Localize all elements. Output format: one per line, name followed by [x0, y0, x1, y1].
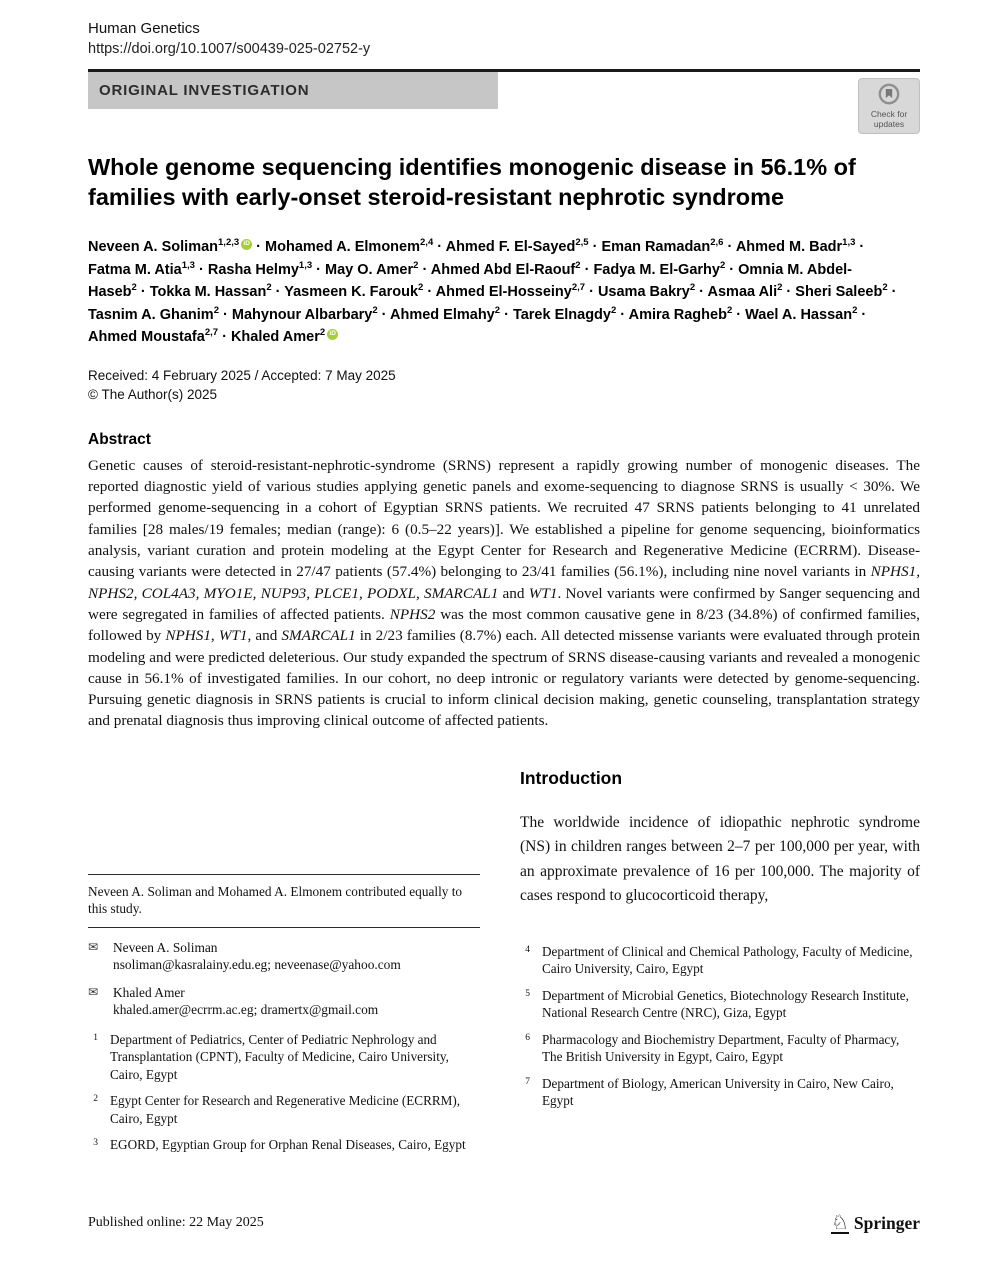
affiliation-item: [88, 1031, 480, 1084]
author-separator: ·: [782, 284, 796, 301]
author-affiliation-sup: 2: [610, 304, 617, 316]
author-name: Yasmeen K. Farouk$^2$: [284, 282, 424, 301]
abstract-segment: in 2/23 families (8.7%) each. All detected missense variants were evaluated through protein modeling and were predicted deleterious. Our study expanded the spectrum of SRNS disease-causing variants and revealed a monogenic cause in 56.1% of investigated families. In our cohort, no deep intronic or regulatory variants were detected by genome-sequencing. Pursuing genetic diagnosis in SRNS patients is crucial to inform clinical decision making, genetic counseling, transplantation strategy and prenatal diagnosis thus improving clinical outcome of affected patients.: [88, 627, 920, 730]
abstract-segment: was the most common causative gene in 8/23 (34.8%) of confirmed families, followed by: [88, 605, 920, 645]
author-name: Ahmed Abd El-Raouf$^2$: [430, 259, 581, 278]
author-separator: ·: [855, 238, 865, 255]
affiliation-text: Department of Biology, American University in Cairo, New Cairo, Egypt: [542, 1075, 894, 1109]
gene-name-italic: SMARCAL1: [281, 627, 356, 645]
author-affiliation-sup: 2: [852, 304, 858, 316]
check-for-updates-badge[interactable]: [858, 78, 920, 134]
author-name: Tokka M. Hassan$^2$: [149, 282, 272, 301]
author-separator: ·: [136, 284, 150, 301]
correspondence-emails[interactable]: nsoliman@kasralainy.edu.eg; neveenase@yahoo.com: [113, 957, 401, 973]
gene-name-italic: NPHS1: [165, 627, 211, 645]
author-name: Ahmed El-Hosseiny$^{2,7}$: [435, 282, 586, 301]
author-separator: ·: [194, 261, 208, 278]
author-list: [88, 236, 898, 349]
banner-row: [88, 72, 920, 129]
author-affiliation-sup: 2: [689, 282, 696, 294]
author-affiliation-sup: 2: [719, 259, 726, 271]
author-name: May O. Amer$^2$: [325, 259, 419, 278]
springer-knight-icon: ♘: [830, 1210, 849, 1234]
dates-block: [88, 367, 920, 405]
author-separator: ·: [616, 306, 629, 323]
author-separator: ·: [585, 284, 598, 301]
author-name: Ahmed Moustafa$^{2,7}$: [88, 327, 219, 346]
author-name: Khaled Amer$^2$ iD: [231, 329, 338, 345]
affiliation-number: 3: [93, 1138, 98, 1149]
author-name: Ahmed Elmahy$^2$: [390, 304, 501, 323]
affiliation-text: Egypt Center for Research and Regenerative Medicine (ECRRM), Cairo, Egypt: [110, 1093, 461, 1126]
affiliation-text: Department of Pediatrics, Center of Pediatric Nephrology and Transplantation (CPNT), Faculty of Medicine, Cairo University, Cairo, Egypt: [110, 1031, 449, 1082]
affiliation-item: [520, 1075, 920, 1110]
author-separator: ·: [500, 306, 513, 323]
copyright-line: © The Author(s) 2025: [88, 386, 218, 402]
author-separator: ·: [732, 306, 746, 323]
author-name: Fatma M. Atia$^{1,3}$: [88, 259, 195, 278]
author-affiliation-sup: 2: [213, 304, 219, 316]
affiliation-item: [520, 943, 920, 978]
author-affiliation-sup: 2,6: [710, 237, 724, 249]
gene-name-italic: NPHS1, NPHS2, COL4A3, MYO1E, NUP93, PLCE1, PODXL, SMARCAL1: [88, 563, 920, 602]
author-separator: ·: [887, 284, 897, 301]
affiliation-text: Pharmacology and Biochemistry Department, Faculty of Pharmacy, The British University in Egypt, Cairo, Egypt: [542, 1031, 900, 1065]
section-banner: ORIGINAL INVESTIGATION: [88, 72, 498, 109]
author-separator: ·: [423, 284, 436, 301]
author-separator: ·: [312, 261, 326, 278]
gene-name-italic: WT1: [528, 584, 558, 602]
author-separator: ·: [271, 284, 285, 301]
affiliation-text: Department of Clinical and Chemical Pathology, Faculty of Medicine, Cairo University, Cairo, Egypt: [542, 943, 913, 977]
author-affiliation-sup: 2: [726, 304, 733, 316]
author-name: Ahmed F. El-Sayed$^{2,5}$: [445, 237, 589, 255]
author-name: Fadya M. El-Garhy$^2$: [593, 259, 726, 278]
author-separator: ·: [695, 284, 708, 301]
article-title: Whole genome sequencing identifies monogenic disease in 56.1% of families with early-onset steroid-resistant nephrotic syndrome: [88, 154, 856, 211]
author-affiliation-sup: 1,3: [298, 259, 313, 271]
author-affiliation-sup: 2: [494, 304, 501, 316]
author-affiliation-sup: 2: [266, 282, 272, 294]
left-column: [88, 768, 480, 1163]
introduction-heading: Introduction: [520, 767, 623, 788]
affiliation-number: 6: [525, 1032, 530, 1043]
affiliation-number: 2: [93, 1094, 98, 1105]
correspondence-name: Neveen A. Soliman: [113, 939, 218, 955]
affiliation-number: 7: [525, 1076, 530, 1087]
author-affiliation-sup: 2: [882, 282, 888, 294]
gene-name-italic: WT1: [218, 627, 248, 645]
check-updates-label-line1: Check for: [870, 108, 908, 119]
doi-link[interactable]: https://doi.org/10.1007/s00439-025-02752-y: [88, 41, 371, 57]
abstract-text: [88, 455, 920, 732]
affiliation-text: EGORD, Egyptian Group for Orphan Renal Diseases, Cairo, Egypt: [110, 1137, 466, 1153]
equal-contribution-note: Neveen A. Soliman and Mohamed A. Elmonem contributed equally to this study.: [88, 883, 463, 917]
right-column: [520, 768, 920, 1163]
orcid-icon[interactable]: iD: [327, 329, 338, 340]
affiliations-right: [520, 943, 920, 1110]
page-footer: [88, 1212, 920, 1234]
abstract-segment: and: [498, 584, 529, 602]
author-affiliation-sup: 1,3: [842, 237, 856, 249]
author-affiliation-sup: 2: [777, 282, 783, 294]
author-name: Sheri Saleeb$^2$: [795, 282, 888, 301]
author-name: Amira Ragheb$^2$: [628, 304, 733, 323]
gene-name-italic: NPHS2: [389, 605, 436, 623]
springer-logo: [831, 1212, 920, 1234]
affiliation-item: [520, 1031, 920, 1066]
author-separator: ·: [218, 329, 231, 346]
check-updates-icon: [878, 83, 900, 110]
affiliation-item: [520, 987, 920, 1022]
envelope-icon: ✉: [88, 939, 99, 954]
author-name: Ahmed M. Badr$^{1,3}$: [735, 237, 856, 255]
author-separator: ·: [580, 261, 594, 278]
author-name: Rasha Helmy$^{1,3}$: [207, 259, 313, 278]
author-separator: ·: [252, 238, 266, 255]
author-name: Neveen A. Soliman$^{1,2,3}$ iD: [88, 239, 252, 255]
introduction-paragraph: The worldwide incidence of idiopathic nephrotic syndrome (NS) in children ranges between 2–7 per 100,000 per year, with an approximate prevalence of 16 per 100,000. The majority of cases respond to glucocorticoid therapy,: [520, 813, 920, 905]
author-separator: ·: [433, 238, 446, 255]
author-affiliation-sup: 2: [413, 259, 419, 271]
author-affiliation-sup: 2: [319, 327, 326, 339]
correspondence-block: [88, 939, 480, 1019]
author-name: Eman Ramadan$^{2,6}$: [601, 237, 724, 255]
correspondence-emails[interactable]: khaled.amer@ecrrm.ac.eg; dramertx@gmail.com: [113, 1002, 379, 1018]
author-affiliation-sup: 1,3: [181, 259, 195, 271]
orcid-icon[interactable]: iD: [241, 239, 252, 250]
envelope-icon: ✉: [88, 984, 99, 999]
author-name: Usama Bakry$^2$: [597, 282, 696, 301]
check-updates-label-line2: updates: [873, 118, 905, 129]
author-affiliation-sup: 2,5: [575, 237, 589, 249]
affiliation-item: [88, 1136, 480, 1154]
abstract-segment: , and: [247, 627, 282, 645]
author-name: Mahynour Albarbary$^2$: [231, 304, 378, 323]
correspondence-name: Khaled Amer: [113, 984, 185, 1000]
author-name: Tasnim A. Ghanim$^2$: [88, 304, 219, 323]
author-affiliation-sup: 2: [372, 304, 378, 316]
author-affiliation-sup: 1,2,3: [218, 237, 240, 249]
affiliation-number: 4: [525, 944, 530, 955]
affiliations-left: [88, 1031, 480, 1154]
footnote-rule-bottom: [88, 927, 480, 928]
author-name: Wael A. Hassan$^2$: [745, 304, 858, 323]
author-separator: ·: [857, 306, 867, 323]
affiliation-item: [88, 1092, 480, 1127]
author-separator: ·: [418, 261, 431, 278]
springer-wordmark: Springer: [853, 1212, 920, 1233]
author-affiliation-sup: 2: [575, 259, 581, 271]
affiliation-text: Department of Microbial Genetics, Biotechnology Research Institute, National Research Centre (NRC), Giza, Egypt: [542, 987, 909, 1021]
author-separator: ·: [725, 261, 739, 278]
author-affiliation-sup: 2,7: [571, 282, 586, 294]
two-column-area: [88, 768, 920, 1163]
correspondence-entry: [88, 984, 480, 1019]
footnote-rule-top: [88, 874, 480, 875]
abstract-segment: Genetic causes of steroid-resistant-nephrotic-syndrome (SRNS) represent a rapidly growing number of monogenic diseases. The reported diagnostic yield of various studies applying genetic panels and exome-sequencing to diagnose SRNS is usually < 30%. We performed genome-sequencing in a cohort of Egyptian SRNS patients. We recruited 47 SRNS patients belonging to 41 unrelated families [28 males/19 females; median (range): 6 (0.5–22 years)]. We established a pipeline for genome sequencing, bioinformatics analysis, variant curation and protein modeling at the Egypt Center for Research and Regenerative Medicine (ECRRM). Disease-causing variants were detected in 27/47 patients (57.4%) belonging to 23/41 families (56.1%), including nine novel variants in: [88, 456, 920, 581]
received-accepted: Received: 4 February 2025 / Accepted: 7 May 2025: [88, 368, 396, 384]
author-separator: ·: [723, 238, 736, 255]
author-affiliation-sup: 2,4: [420, 237, 434, 249]
author-affiliation-sup: 2,7: [204, 327, 219, 339]
abstract-segment: . Novel variants were confirmed by Sanger sequencing and were segregated in families of affected patients.: [88, 584, 920, 623]
author-name: Omnia M. Abdel-Haseb$^2$: [88, 261, 853, 301]
abstract-segment: ,: [210, 627, 219, 645]
abstract-section: [88, 431, 920, 732]
author-separator: ·: [377, 306, 390, 323]
author-name: Asmaa Ali$^2$: [707, 282, 783, 301]
affiliation-number: 1: [93, 1032, 98, 1043]
author-separator: ·: [588, 238, 602, 255]
author-name: Tarek Elnagdy$^2$: [512, 304, 617, 323]
journal-name: Human Genetics: [88, 20, 200, 37]
author-name: Mohamed A. Elmonem$^{2,4}$: [265, 237, 434, 255]
abstract-heading: Abstract: [88, 430, 151, 448]
author-affiliation-sup: 2: [418, 282, 424, 294]
published-online: Published online: 22 May 2025: [88, 1215, 264, 1230]
author-affiliation-sup: 2: [131, 282, 137, 294]
correspondence-entry: [88, 939, 480, 974]
author-separator: ·: [218, 306, 232, 323]
affiliation-number: 5: [525, 988, 530, 999]
